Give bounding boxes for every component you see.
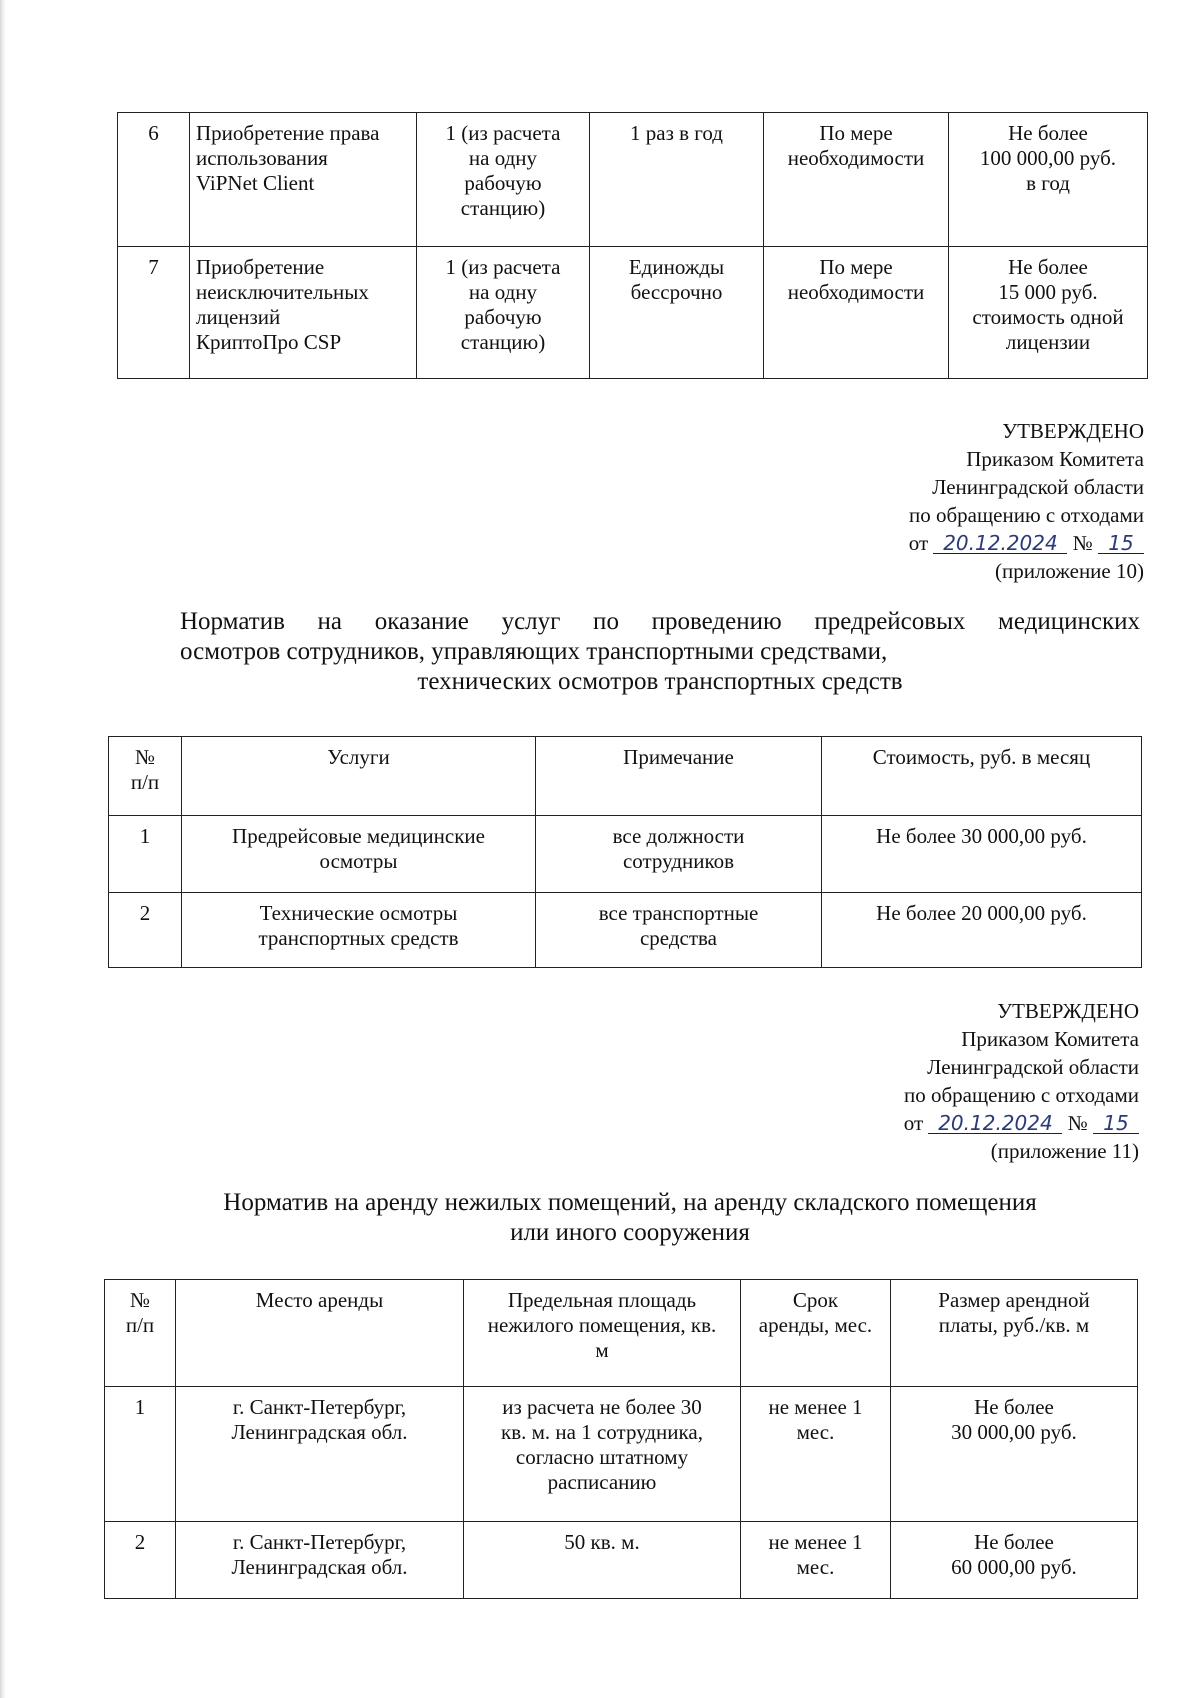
- title-line: Норматив на оказание услуг по проведению предрейсовых медицинских: [180, 608, 1140, 635]
- table-row: [109, 893, 1142, 968]
- service-name: Технические осмотры транспортных средств: [182, 893, 536, 968]
- scan-edge-shadow: [0, 0, 6, 1698]
- handwritten-date: 20.12.2024: [933, 533, 1067, 554]
- approval-block-appendix-10: [909, 417, 1144, 585]
- from-label: от: [903, 1111, 924, 1135]
- table-header-row: [109, 737, 1142, 816]
- approval-heading: УТВЕРЖДЕНО: [997, 999, 1139, 1023]
- title-line: технических осмотров транспортных средств: [417, 668, 903, 695]
- item-term: По мере необходимости: [764, 247, 949, 379]
- row-number: 1: [109, 816, 182, 893]
- approval-region-line: Ленинградской области: [932, 475, 1144, 499]
- approval-block-appendix-11: [904, 997, 1139, 1165]
- title-line: Норматив на аренду нежилых помещений, на аренду складского помещения: [223, 1189, 1037, 1216]
- from-label: от: [908, 531, 929, 555]
- header-cost: Стоимость, руб. в месяц: [822, 737, 1142, 816]
- row-number: 2: [105, 1522, 176, 1599]
- table-header-row: [105, 1280, 1138, 1387]
- header-rent: Размер арендной платы, руб./кв. м: [891, 1280, 1138, 1387]
- section-title-appendix-10: [180, 607, 1140, 697]
- approval-heading: УТВЕРЖДЕНО: [1002, 419, 1144, 443]
- item-frequency: 1 раз в год: [590, 113, 764, 247]
- rent-place: г. Санкт-Петербург, Ленинградская обл.: [176, 1387, 464, 1522]
- approval-date-line: [904, 1109, 1139, 1137]
- table-rent: [104, 1279, 1138, 1599]
- service-cost: Не более 30 000,00 руб.: [822, 816, 1142, 893]
- table-row: [105, 1522, 1138, 1599]
- rent-area: 50 кв. м.: [464, 1522, 741, 1599]
- number-label: №: [1072, 531, 1093, 555]
- approval-committee-line: по обращению с отходами: [904, 1083, 1139, 1107]
- number-label: №: [1067, 1111, 1088, 1135]
- approval-order-line: Приказом Комитета: [966, 447, 1144, 471]
- item-quantity: 1 (из расчета на одну рабочую станцию): [417, 247, 590, 379]
- row-number: 7: [118, 247, 190, 379]
- row-number: 6: [118, 113, 190, 247]
- header-service: Услуги: [182, 737, 536, 816]
- handwritten-number: 15: [1093, 1113, 1139, 1134]
- row-number: 1: [105, 1387, 176, 1522]
- table-licenses: [117, 112, 1148, 379]
- item-quantity: 1 (из расчета на одну рабочую станцию): [417, 113, 590, 247]
- header-place: Место аренды: [176, 1280, 464, 1387]
- item-frequency: Единожды бессрочно: [590, 247, 764, 379]
- approval-region-line: Ленинградской области: [927, 1055, 1139, 1079]
- title-line: или иного сооружения: [510, 1219, 750, 1246]
- handwritten-number: 15: [1098, 533, 1144, 554]
- approval-date-line: [909, 529, 1144, 557]
- item-price: Не более 100 000,00 руб. в год: [949, 113, 1148, 247]
- rent-amount: Не более 30 000,00 руб.: [891, 1387, 1138, 1522]
- appendix-label: (приложение 11): [990, 1139, 1139, 1163]
- service-name: Предрейсовые медицинские осмотры: [182, 816, 536, 893]
- table-row: [105, 1387, 1138, 1522]
- table-row: [118, 113, 1148, 247]
- appendix-label: (приложение 10): [994, 559, 1144, 583]
- rent-term: не менее 1 мес.: [741, 1387, 891, 1522]
- approval-committee-line: по обращению с отходами: [909, 503, 1144, 527]
- item-term: По мере необходимости: [764, 113, 949, 247]
- header-number: № п/п: [109, 737, 182, 816]
- header-note: Примечание: [536, 737, 822, 816]
- handwritten-date: 20.12.2024: [928, 1113, 1062, 1134]
- section-title-appendix-11: [150, 1188, 1110, 1248]
- service-note: все транспортные средства: [536, 893, 822, 968]
- service-cost: Не более 20 000,00 руб.: [822, 893, 1142, 968]
- rent-place: г. Санкт-Петербург, Ленинградская обл.: [176, 1522, 464, 1599]
- header-number: № п/п: [105, 1280, 176, 1387]
- row-number: 2: [109, 893, 182, 968]
- item-price: Не более 15 000 руб. стоимость одной лицензии: [949, 247, 1148, 379]
- title-line: осмотров сотрудников, управляющих транспортными средствами,: [180, 638, 888, 665]
- table-row: [118, 247, 1148, 379]
- header-term: Срок аренды, мес.: [741, 1280, 891, 1387]
- rent-amount: Не более 60 000,00 руб.: [891, 1522, 1138, 1599]
- table-inspections: [108, 736, 1142, 968]
- item-name: Приобретение права использования ViPNet Client: [190, 113, 417, 247]
- item-name: Приобретение неисключительных лицензий КриптоПро CSP: [190, 247, 417, 379]
- table-row: [109, 816, 1142, 893]
- approval-order-line: Приказом Комитета: [961, 1027, 1139, 1051]
- rent-term: не менее 1 мес.: [741, 1522, 891, 1599]
- rent-area: из расчета не более 30 кв. м. на 1 сотрудника, согласно штатному расписанию: [464, 1387, 741, 1522]
- header-area: Предельная площадь нежилого помещения, кв. м: [464, 1280, 741, 1387]
- service-note: все должности сотрудников: [536, 816, 822, 893]
